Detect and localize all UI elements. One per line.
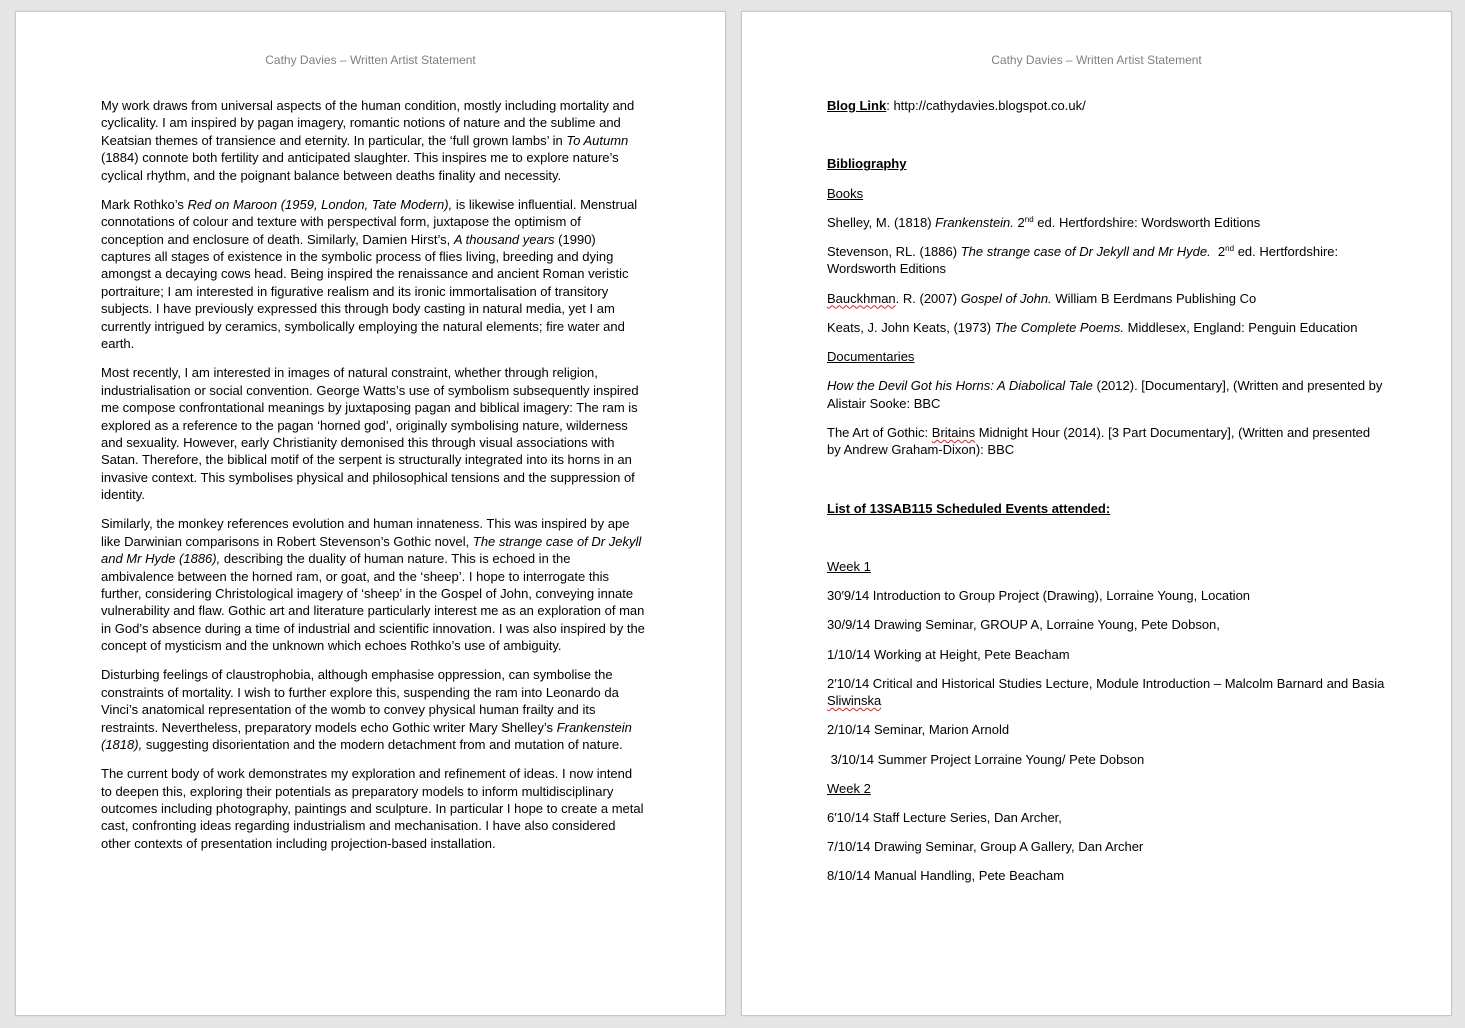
documentaries-heading: Documentaries: [827, 349, 915, 365]
statement-paragraph-1: [101, 97, 646, 184]
title-italic: To Autumn: [566, 132, 629, 148]
empty-line: [827, 529, 1387, 546]
week-2-heading: Week 2: [827, 780, 871, 796]
title-italic: Frankenstein (1818),: [101, 719, 632, 752]
event-item: 30′9/14 Introduction to Group Project (Drawing), Lorraine Young, Location: [827, 588, 1251, 604]
text: ed. Hertfordshire: Wordsworth Editions: [1033, 214, 1261, 230]
event-item: 7/10/14 Drawing Seminar, Group A Gallery, Dan Archer: [827, 839, 1144, 855]
document-page-1: [15, 11, 726, 1016]
misspelled-word[interactable]: Britains: [931, 424, 976, 440]
text: My work draws from universal aspects of the human condition, mostly including mortality and cyclicality. I am inspired by pagan imagery, romantic notions of nature and the sublime and Keatsian themes of transience and eternity. In particular, the ‘full grown lambs’ in: [101, 98, 635, 148]
bibliography-body: [827, 97, 1387, 897]
event-item: 6′10/14 Staff Lecture Series, Dan Archer,: [827, 810, 1062, 826]
title-italic: The strange case of Dr Jekyll and Mr Hyde.: [960, 244, 1211, 259]
text: (1990) captures all stages of existence in the symbolic process of flies living, breeding and dying amongst a decaying cows head. Being inspired the renaissance and ancient Roman veristic portraiture; I am interested in figurative realism and its ironic immortalisation of transitory subjects. I have previously expressed this through body casting in natural media, yet I am currently intrigued by ceramics, symbolically employing the natural elements; fire water and earth.: [101, 231, 629, 352]
text: 2: [1013, 214, 1025, 230]
book-entry: [827, 214, 1387, 231]
misspelled-word[interactable]: Bauckhman: [827, 290, 896, 306]
title-italic: The strange case of Dr Jekyll and Mr Hyde (1886),: [101, 533, 642, 567]
text: ed. Hertfordshire: Wordsworth Editions: [827, 244, 1342, 277]
text: Similarly, the monkey references evolution and human innateness. This was inspired by ape like Darwinian comparisons in Robert Stevenson’s Gothic novel,: [101, 516, 630, 549]
event-item: 2/10/14 Seminar, Marion Arnold: [827, 722, 1010, 738]
misspelled-word[interactable]: Sliwinska: [827, 693, 882, 709]
blog-link-label: Blog Link: [827, 98, 887, 113]
text: Mark Rothko’s: [101, 196, 188, 212]
book-entry: [827, 290, 1387, 307]
event-item: 8/10/14 Manual Handling, Pete Beacham: [827, 868, 1065, 884]
events-heading: List of 13SAB115 Scheduled Events attended:: [827, 500, 1111, 516]
blog-link-line: [827, 97, 1387, 114]
page-header: Cathy Davies – Written Artist Statement: [265, 53, 476, 67]
superscript: nd: [1225, 244, 1235, 253]
text: Midnight Hour (2014). [3 Part Documentary], (Written and presented by Andrew Graham-Dixon): BBC: [827, 424, 1371, 458]
statement-paragraph-4: [101, 515, 646, 654]
text: Stevenson, RL. (1886): [827, 244, 961, 259]
text: . R. (2007): [895, 290, 961, 306]
event-item: [827, 675, 1387, 710]
title-italic: Red on Maroon (1959, London, Tate Modern),: [187, 196, 453, 212]
text: 2′10/14 Critical and Historical Studies Lecture, Module Introduction – Malcolm Barnard and Basia: [827, 675, 1385, 691]
superscript: nd: [1024, 214, 1034, 224]
statement-paragraph-5: [101, 666, 646, 753]
book-entry: [827, 319, 1387, 336]
event-item: 3/10/14 Summer Project Lorraine Young/ Pete Dobson: [827, 751, 1145, 767]
text: describing the duality of human nature. This is echoed in the ambivalence between the horned ram, or goat, and the ‘sheep’. I hope to interrogate this further, considering Christological imagery of ‘sheep’ in the Gospel of John, conveying innate vulnerability and flaw. Gothic art and literature particularly interest me as an exploration of man in God’s absence during a time of industrial and scientific innovation. I was also inspired by the concept of mysticism and the unknown which echoes Rothko’s use of ambiguity.: [101, 551, 645, 654]
text: (2012). [Documentary], (Written and presented by Alistair Sooke: BBC: [827, 378, 1383, 411]
text: The Art of Gothic:: [827, 424, 932, 440]
text: suggesting disorientation and the modern detachment from and mutation of nature.: [142, 737, 623, 752]
statement-paragraph-2: [101, 196, 646, 353]
event-item: 30/9/14 Drawing Seminar, GROUP A, Lorraine Young, Pete Dobson,: [827, 617, 1220, 633]
event-item: 1/10/14 Working at Height, Pete Beacham: [827, 646, 1070, 662]
book-entry: [827, 243, 1387, 278]
artist-statement-body: [101, 97, 646, 864]
statement-paragraph-6: The current body of work demonstrates my exploration and refinement of ideas. I now intend to deepen this, exploring their potentials as preparatory models to inform multidisciplinary outcomes including photography, paintings and sculpture. In particular I hope to create a metal cast, confronting ideas regarding industrialism and mechanisation. I have also considered other contexts of presentation including projection-based installation.: [101, 766, 644, 851]
title-italic: How the Devil Got his Horns: A Diabolical Tale: [827, 378, 1093, 394]
documentary-entry: [827, 377, 1387, 412]
text: Disturbing feelings of claustrophobia, although emphasise oppression, can symbolise the constraints of mortality. I wish to further explore this, suspending the ram into Leonardo da Vinci’s anatomical representation of the womb to convey physical human frailty and its restraints. Nevertheless, preparatory models echo Gothic writer Mary Shelley’s: [101, 667, 619, 735]
books-heading: Books: [827, 185, 864, 201]
empty-line: [827, 470, 1387, 487]
text: Shelley, M. (1818): [827, 214, 936, 230]
documentary-entry: [827, 424, 1387, 459]
statement-paragraph-3: Most recently, I am interested in images of natural constraint, whether through religion, industrialisation or social convention. George Watts’s use of symbolism subsequently inspired me compose confrontational meanings by juxtaposing pagan and biblical imagery: The ram is explored as a reference to the pagan ‘horned god’, originally symbolising nature, wilderness and sexuality. However, early Christianity demonised this through visual associations with Satan. Therefore, the biblical motif of the serpent is structurally integrated into its horns in an invasive context. This symbolises physical and philosophical tensions and the suppression of identity.: [101, 365, 639, 503]
text: (1884) connote both fertility and anticipated slaughter. This inspires me to explore nature’s cyclical rhythm, and the poignant balance between deaths finality and necessity.: [101, 150, 619, 183]
title-italic: The Complete Poems.: [994, 319, 1124, 335]
bibliography-heading: Bibliography: [827, 156, 907, 172]
blog-url-link[interactable]: http://cathydavies.blogspot.co.uk/: [893, 98, 1086, 113]
title-italic: Gospel of John.: [960, 290, 1052, 306]
separator: :: [886, 98, 894, 113]
empty-line: [827, 126, 1387, 143]
title-italic: Frankenstein.: [935, 214, 1014, 230]
title-italic: A thousand years: [453, 231, 555, 247]
week-1-heading: Week 1: [827, 559, 871, 575]
text: 2: [1210, 244, 1226, 259]
text: Keats, J. John Keats, (1973): [827, 319, 995, 335]
text: William B Eerdmans Publishing Co: [1051, 290, 1257, 306]
text: Middlesex, England: Penguin Education: [1124, 319, 1358, 335]
page-header: Cathy Davies – Written Artist Statement: [991, 53, 1202, 67]
text: is likewise influential. Menstrual connotations of colour and texture with perspectival form, juxtapose the optimism of conception and enclosure of death. Similarly, Damien Hirst’s,: [101, 196, 638, 247]
document-page-2: [741, 11, 1452, 1016]
